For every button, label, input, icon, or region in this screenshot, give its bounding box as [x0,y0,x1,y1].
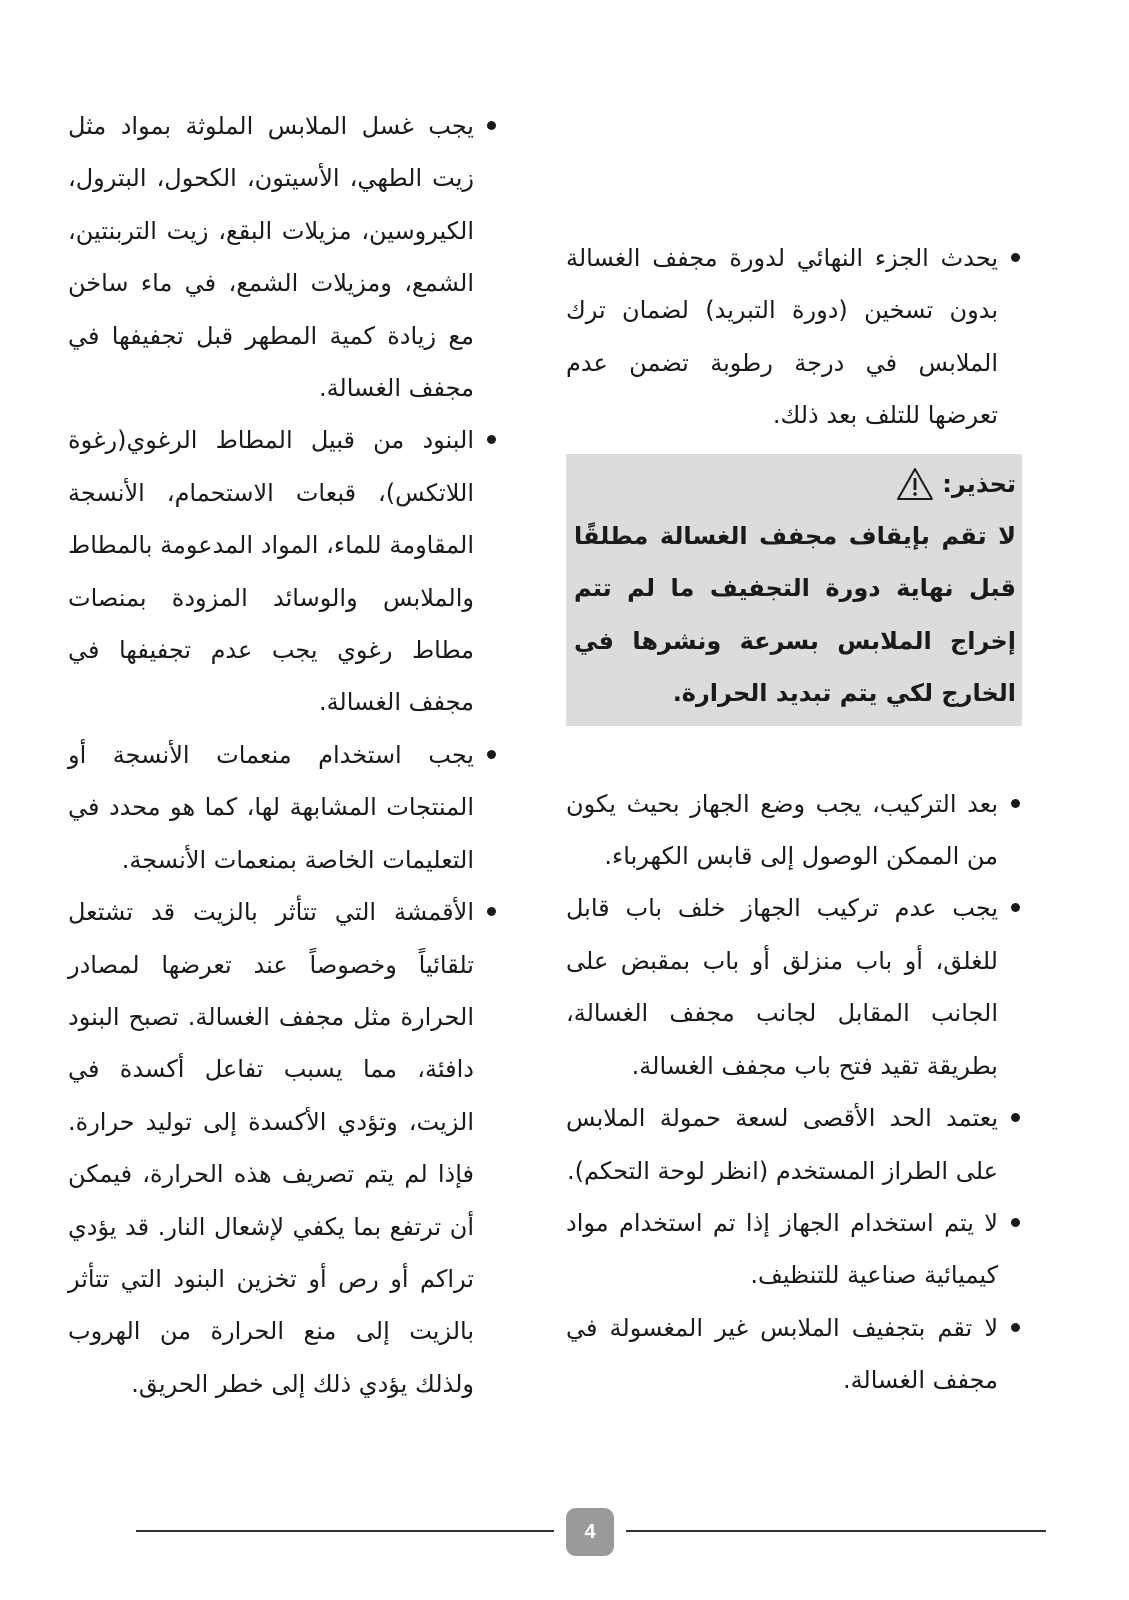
warning-body: لا تقم بإيقاف مجفف الغسالة مطلقًا قبل نهاية دورة التجفيف ما لم تتم إخراج الملابس بسرعة ونشرها في الخارج لكي يتم تبديد الحرارة. [574,522,1016,708]
warning-title-row [574,458,1016,510]
list-item: يجب استخدام منعمات الأنسجة أو المنتجات المشابهة لها، كما هو محدد في التعليمات الخاصة بمنعمات الأنسجة. [68,729,498,886]
right-bottom-list [566,778,1022,1407]
right-column [566,232,1022,1407]
list-item: يعتمد الحد الأقصى لسعة حمولة الملابس على الطراز المستخدم (انظر لوحة التحكم). [566,1092,1022,1197]
list-item: يحدث الجزء النهائي لدورة مجفف الغسالة بدون تسخين (دورة التبريد) لضمان ترك الملابس في درجة رطوبة تضمن عدم تعرضها للتلف بعد ذلك. [566,232,1022,442]
list-item: يجب غسل الملابس الملوثة بمواد مثل زيت الطهي، الأسيتون، الكحول، البترول، الكيروسين، مزيلات البقع، زيت التربنتين، الشمع، ومزيلات الشمع، في ماء ساخن مع زيادة كمية المطهر قبل تجفيفها في مجفف الغسالة. [68,100,498,414]
page-number: 4 [566,1508,614,1556]
list-item: يجب عدم تركيب الجهاز خلف باب قابل للغلق، أو باب منزلق أو باب بمقبض على الجانب المقابل لجانب مجفف الغسالة، بطريقة تقيد فتح باب مجفف الغسالة. [566,882,1022,1092]
left-list [68,100,498,1410]
list-item: لا تقم بتجفيف الملابس غير المغسولة في مجفف الغسالة. [566,1302,1022,1407]
right-top-list [566,232,1022,442]
footer-rule-left [136,1530,554,1532]
list-item: لا يتم استخدام الجهاز إذا تم استخدام مواد كيميائية صناعية للتنظيف. [566,1197,1022,1302]
footer-rule-right [626,1530,1046,1532]
list-item: الأقمشة التي تتأثر بالزيت قد تشتعل تلقائياً وخصوصاً عند تعرضها لمصادر الحرارة مثل مجفف الغسالة. تصبح البنود دافئة، مما يسبب تفاعل أكسدة في الزيت، وتؤدي الأكسدة إلى توليد حرارة. فإذا لم يتم تصريف هذه الحرارة، فيمكن أن ترتفع بما يكفي لإشعال النار. قد يؤدي تراكم أو رص أو تخزين البنود التي تتأثر بالزيت إلى منع الحرارة من الهروب ولذلك يؤدي ذلك إلى خطر الحريق. [68,886,498,1410]
list-item: البنود من قبيل المطاط الرغوي(رغوة اللاتكس)، قبعات الاستحمام، الأنسجة المقاومة للماء، المواد المدعومة بالمطاط والملابس والوسائد المزودة بمنصات مطاط رغوي يجب عدم تجفيفها في مجفف الغسالة. [68,414,498,728]
left-column [68,100,498,1410]
warning-triangle-icon [896,467,934,501]
warning-title: تحذير: [942,469,1016,498]
list-item: بعد التركيب، يجب وضع الجهاز بحيث يكون من الممكن الوصول إلى قابس الكهرباء. [566,778,1022,883]
warning-box [566,454,1022,726]
